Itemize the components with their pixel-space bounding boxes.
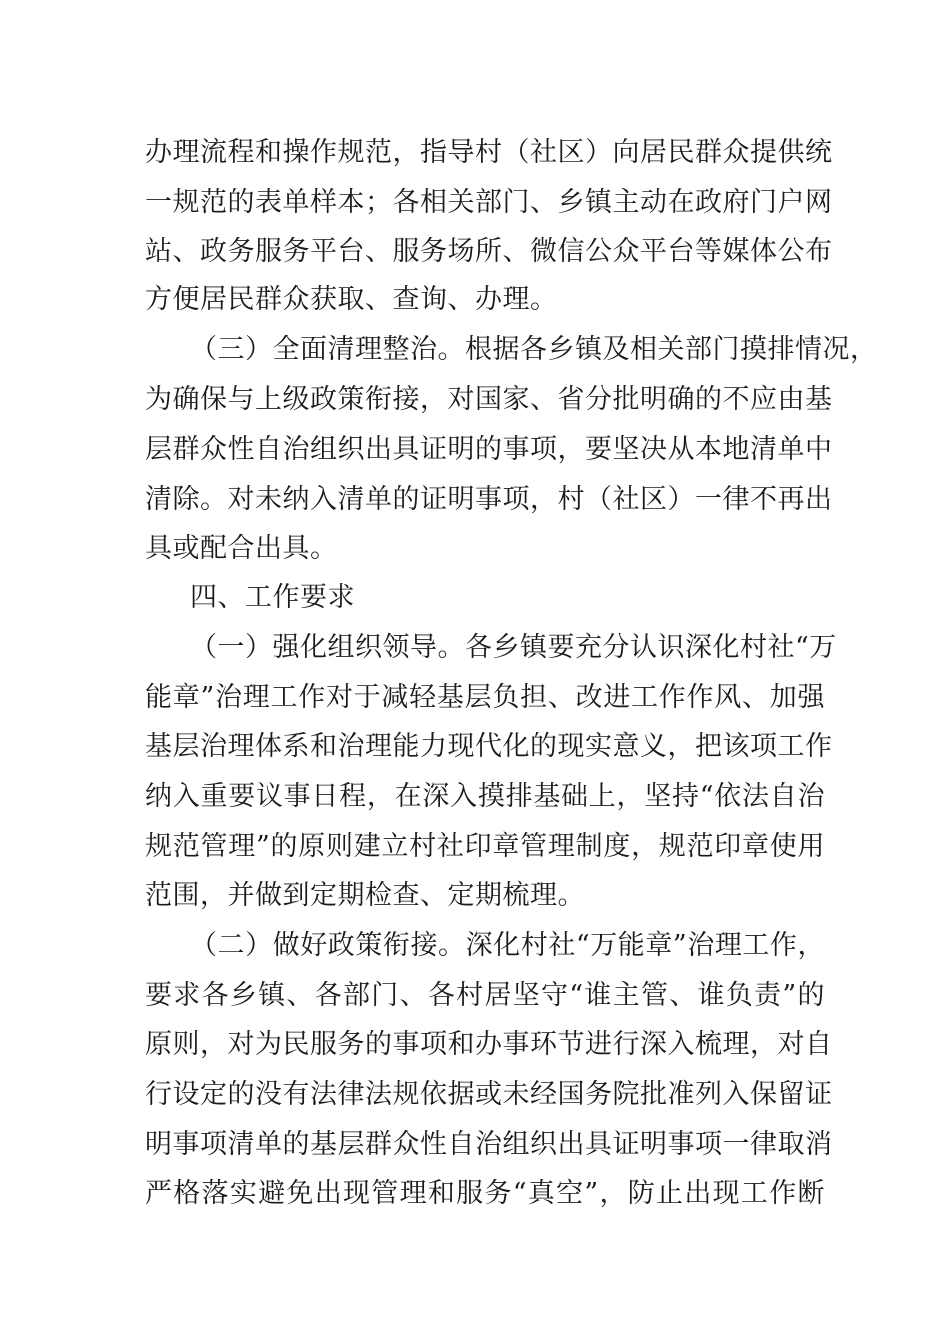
section-heading: 四、工作要求 xyxy=(190,582,355,613)
text-line: 办理流程和操作规范，指导村（社区）向居民群众提供统 xyxy=(145,137,833,168)
text-line: 原则，对为民服务的事项和办事环节进行深入梳理，对自 xyxy=(145,1029,833,1060)
text-line: 规范管理”的原则建立村社印章管理制度，规范印章使用 xyxy=(145,831,825,862)
text-line: 纳入重要议事日程，在深入摸排基础上，坚持“依法自治 xyxy=(145,781,825,812)
text-line: 要求各乡镇、各部门、各村居坚守“谁主管、谁负责”的 xyxy=(145,980,825,1011)
text-line: 范围，并做到定期检查、定期梳理。 xyxy=(145,880,585,911)
paragraph-start-line: （三）全面清理整治。根据各乡镇及相关部门摸排情况， xyxy=(190,334,878,365)
text-line: 清除。对未纳入清单的证明事项，村（社区）一律不再出 xyxy=(145,484,833,515)
text-line: 站、政务服务平台、服务场所、微信公众平台等媒体公布 xyxy=(145,236,833,267)
text-line: 严格落实避免出现管理和服务“真空”，防止出现工作断 xyxy=(145,1178,825,1209)
text-line: 基层治理体系和治理能力现代化的现实意义，把该项工作 xyxy=(145,731,833,762)
paragraph-start-line: （一）强化组织领导。各乡镇要充分认识深化村社“万 xyxy=(190,632,837,663)
paragraph-start-line: （二）做好政策衔接。深化村社“万能章”治理工作， xyxy=(190,930,825,961)
text-line: 明事项清单的基层群众性自治组织出具证明事项一律取消 xyxy=(145,1129,833,1160)
text-line: 具或配合出具。 xyxy=(145,533,338,564)
text-line: 层群众性自治组织出具证明的事项，要坚决从本地清单中 xyxy=(145,434,833,465)
text-line: 一规范的表单样本；各相关部门、乡镇主动在政府门户网 xyxy=(145,187,833,218)
text-line: 行设定的没有法律法规依据或未经国务院批准列入保留证 xyxy=(145,1079,833,1110)
text-line: 能章”治理工作对于减轻基层负担、改进工作作风、加强 xyxy=(145,682,825,713)
text-line: 方便居民群众获取、查询、办理。 xyxy=(145,284,558,315)
text-line: 为确保与上级政策衔接，对国家、省分批明确的不应由基 xyxy=(145,384,833,415)
